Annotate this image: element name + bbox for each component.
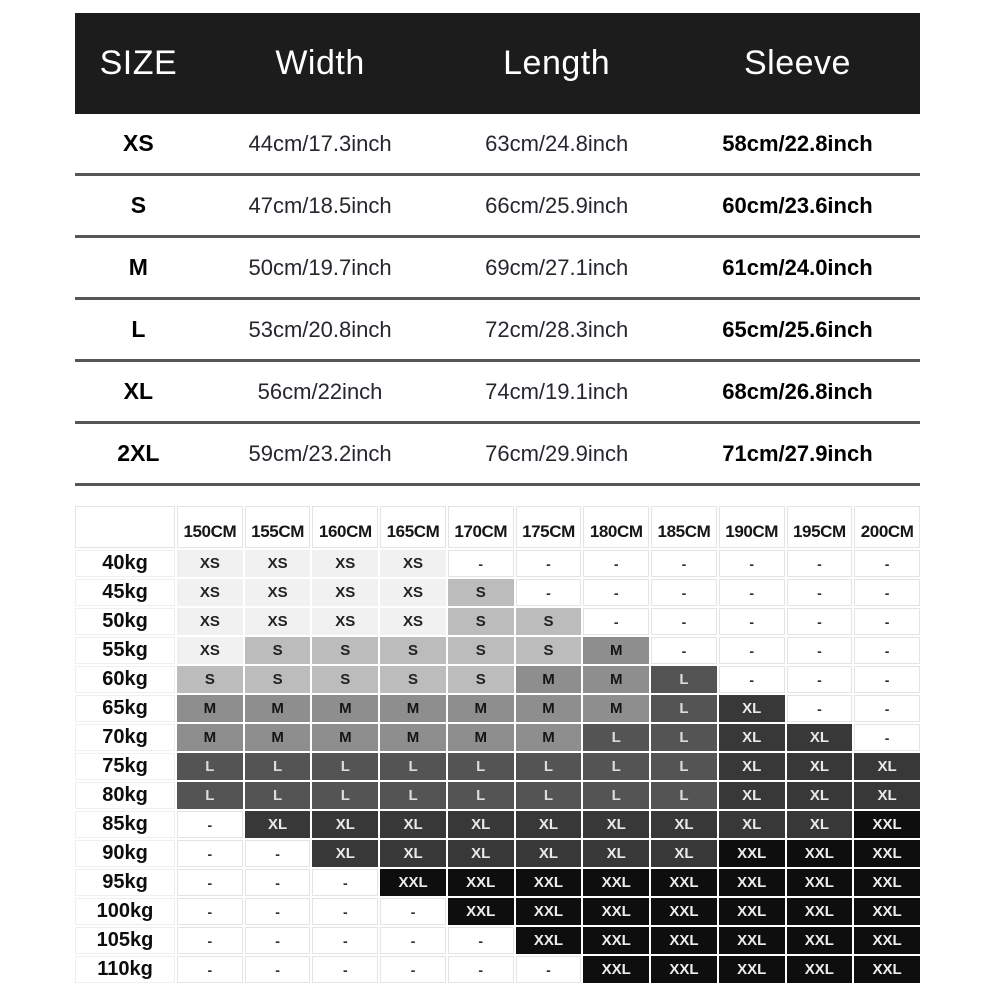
matrix-cell-size-XS: XS: [312, 550, 378, 577]
matrix-cell-size-XL: XL: [787, 811, 853, 838]
matrix-cell-size-S: S: [245, 637, 311, 664]
matrix-cell-size-XXL: XXL: [787, 840, 853, 867]
matrix-cell-empty: -: [380, 898, 446, 925]
matrix-cell-size-M: M: [245, 724, 311, 751]
matrix-cell-size-XS: XS: [177, 579, 243, 606]
matrix-cell-size-S: S: [448, 608, 514, 635]
column-header-sleeve: Sleeve: [743, 44, 851, 82]
matrix-cell-empty: -: [583, 608, 649, 635]
weight-row-label: 95kg: [75, 869, 175, 896]
size-table-body: [75, 114, 920, 486]
matrix-cell-size-M: M: [448, 724, 514, 751]
matrix-cell-empty: -: [854, 550, 920, 577]
size-row-size-value: XL: [123, 378, 154, 404]
height-column-header: 175CM: [516, 506, 582, 548]
column-header-size: SIZE: [99, 44, 178, 82]
weight-row-label: 60kg: [75, 666, 175, 693]
matrix-cell-size-XXL: XXL: [719, 956, 785, 983]
height-column-header: 155CM: [245, 506, 311, 548]
matrix-cell-size-XS: XS: [245, 579, 311, 606]
matrix-cell-size-XL: XL: [448, 811, 514, 838]
matrix-cell-empty: -: [854, 666, 920, 693]
size-row-S: [75, 176, 920, 238]
matrix-cell-size-L: L: [448, 782, 514, 809]
matrix-cell-empty: -: [719, 608, 785, 635]
matrix-cell-size-L: L: [380, 753, 446, 780]
matrix-cell-size-M: M: [380, 695, 446, 722]
matrix-cell-empty: -: [651, 637, 717, 664]
matrix-cell-size-XS: XS: [380, 579, 446, 606]
size-row-sleeve-value: 58cm/22.8inch: [722, 130, 873, 156]
matrix-cell-size-XXL: XXL: [651, 956, 717, 983]
matrix-cell-empty: -: [177, 811, 243, 838]
matrix-cell-empty: -: [380, 956, 446, 983]
matrix-cell-size-S: S: [380, 666, 446, 693]
weight-row-label: 80kg: [75, 782, 175, 809]
matrix-cell-size-M: M: [516, 724, 582, 751]
matrix-cell-size-XXL: XXL: [448, 898, 514, 925]
matrix-cell-size-XS: XS: [380, 550, 446, 577]
size-row-L: [75, 300, 920, 362]
matrix-cell-size-L: L: [177, 782, 243, 809]
matrix-cell-empty: -: [854, 579, 920, 606]
matrix-cell-size-XXL: XXL: [787, 869, 853, 896]
matrix-cell-size-XXL: XXL: [651, 898, 717, 925]
matrix-cell-empty: -: [854, 695, 920, 722]
matrix-cell-empty: -: [787, 550, 853, 577]
weight-row-label: 40kg: [75, 550, 175, 577]
matrix-cell-empty: -: [651, 579, 717, 606]
matrix-cell-size-M: M: [448, 695, 514, 722]
matrix-cell-size-XXL: XXL: [516, 927, 582, 954]
matrix-cell-empty: -: [854, 724, 920, 751]
height-column-header: 150CM: [177, 506, 243, 548]
matrix-cell-size-S: S: [177, 666, 243, 693]
matrix-cell-size-XS: XS: [245, 550, 311, 577]
matrix-cell-size-L: L: [245, 782, 311, 809]
matrix-cell-size-XS: XS: [177, 637, 243, 664]
weight-row-label: 75kg: [75, 753, 175, 780]
matrix-cell-size-M: M: [583, 666, 649, 693]
height-column-header: 200CM: [854, 506, 920, 548]
matrix-cell-empty: -: [516, 579, 582, 606]
height-column-header: 165CM: [380, 506, 446, 548]
matrix-cell-size-M: M: [516, 666, 582, 693]
matrix-cell-empty: -: [719, 666, 785, 693]
size-row-length-value: 72cm/28.3inch: [485, 316, 629, 342]
size-row-size-value: XS: [123, 130, 154, 156]
matrix-cell-empty: -: [854, 608, 920, 635]
matrix-cell-size-XXL: XXL: [854, 956, 920, 983]
matrix-cell-size-L: L: [380, 782, 446, 809]
size-row-XS: [75, 114, 920, 176]
matrix-cell-empty: -: [516, 956, 582, 983]
matrix-cell-size-L: L: [583, 753, 649, 780]
matrix-cell-empty: -: [787, 637, 853, 664]
matrix-cell-size-XXL: XXL: [854, 811, 920, 838]
height-column-header: 195CM: [787, 506, 853, 548]
weight-row-label: 105kg: [75, 927, 175, 954]
matrix-cell-empty: -: [177, 898, 243, 925]
size-row-size-value: S: [130, 192, 147, 218]
matrix-cell-size-XXL: XXL: [854, 840, 920, 867]
matrix-cell-size-XL: XL: [448, 840, 514, 867]
matrix-cell-empty: -: [177, 840, 243, 867]
matrix-cell-size-XXL: XXL: [719, 869, 785, 896]
matrix-cell-empty: -: [177, 869, 243, 896]
matrix-cell-empty: -: [651, 608, 717, 635]
matrix-cell-size-L: L: [651, 666, 717, 693]
size-row-length-value: 74cm/19.1inch: [485, 378, 629, 404]
matrix-cell-empty: -: [177, 927, 243, 954]
matrix-cell-size-L: L: [651, 782, 717, 809]
weight-row-label: 100kg: [75, 898, 175, 925]
column-header-length: Length: [503, 44, 611, 82]
matrix-cell-empty: -: [448, 550, 514, 577]
matrix-cell-size-S: S: [312, 637, 378, 664]
matrix-cell-size-XXL: XXL: [787, 956, 853, 983]
matrix-cell-empty: -: [448, 956, 514, 983]
size-row-size-value: L: [131, 316, 146, 342]
size-row-length-value: 66cm/25.9inch: [485, 192, 629, 218]
matrix-cell-size-XXL: XXL: [719, 840, 785, 867]
size-row-width-value: 56cm/22inch: [257, 378, 383, 404]
size-row-sleeve-value: 65cm/25.6inch: [722, 316, 873, 342]
matrix-cell-empty: -: [312, 869, 378, 896]
matrix-cell-size-XXL: XXL: [854, 898, 920, 925]
matrix-cell-size-XS: XS: [312, 579, 378, 606]
matrix-cell-size-L: L: [583, 724, 649, 751]
matrix-cell-size-XXL: XXL: [583, 927, 649, 954]
matrix-cell-size-XL: XL: [380, 840, 446, 867]
size-row-sleeve-value: 61cm/24.0inch: [722, 254, 873, 280]
size-row-length-value: 76cm/29.9inch: [485, 440, 629, 466]
matrix-cell-empty: -: [312, 956, 378, 983]
matrix-cell-size-XXL: XXL: [719, 927, 785, 954]
matrix-cell-size-XXL: XXL: [516, 898, 582, 925]
matrix-cell-size-M: M: [312, 695, 378, 722]
matrix-cell-size-XL: XL: [719, 753, 785, 780]
matrix-cell-size-M: M: [583, 695, 649, 722]
matrix-cell-size-XXL: XXL: [854, 927, 920, 954]
matrix-cell-empty: -: [787, 608, 853, 635]
matrix-cell-empty: -: [245, 869, 311, 896]
matrix-cell-size-XL: XL: [787, 724, 853, 751]
matrix-cell-size-XXL: XXL: [583, 869, 649, 896]
matrix-cell-empty: -: [516, 550, 582, 577]
matrix-cell-size-XXL: XXL: [651, 869, 717, 896]
size-row-width-value: 53cm/20.8inch: [248, 316, 392, 342]
garment-size-table: [75, 13, 920, 486]
matrix-cell-size-M: M: [245, 695, 311, 722]
matrix-cell-size-XL: XL: [787, 753, 853, 780]
matrix-cell-empty: -: [787, 695, 853, 722]
matrix-cell-empty: -: [245, 840, 311, 867]
size-row-length-value: 69cm/27.1inch: [485, 254, 629, 280]
matrix-cell-size-M: M: [177, 724, 243, 751]
matrix-cell-size-XL: XL: [312, 811, 378, 838]
weight-row-label: 50kg: [75, 608, 175, 635]
weight-row-label: 85kg: [75, 811, 175, 838]
matrix-cell-size-XL: XL: [787, 782, 853, 809]
matrix-cell-size-M: M: [380, 724, 446, 751]
weight-row-label: 90kg: [75, 840, 175, 867]
matrix-cell-size-XL: XL: [312, 840, 378, 867]
matrix-cell-size-XS: XS: [177, 550, 243, 577]
matrix-cell-size-L: L: [312, 753, 378, 780]
matrix-cell-size-S: S: [312, 666, 378, 693]
matrix-cell-size-L: L: [245, 753, 311, 780]
matrix-cell-size-S: S: [380, 637, 446, 664]
height-column-header: 185CM: [651, 506, 717, 548]
size-row-width-value: 50cm/19.7inch: [248, 254, 392, 280]
matrix-cell-size-XS: XS: [380, 608, 446, 635]
size-row-size-value: M: [128, 254, 148, 280]
matrix-cell-empty: -: [787, 666, 853, 693]
matrix-cell-size-XL: XL: [245, 811, 311, 838]
matrix-cell-size-XS: XS: [245, 608, 311, 635]
matrix-cell-size-S: S: [448, 579, 514, 606]
matrix-cell-size-XL: XL: [719, 695, 785, 722]
matrix-cell-size-XXL: XXL: [854, 869, 920, 896]
matrix-cell-size-L: L: [651, 695, 717, 722]
matrix-cell-empty: -: [583, 550, 649, 577]
size-row-XL: [75, 362, 920, 424]
matrix-cell-size-XXL: XXL: [787, 898, 853, 925]
matrix-cell-empty: -: [177, 956, 243, 983]
height-column-header: 160CM: [312, 506, 378, 548]
height-column-header: 190CM: [719, 506, 785, 548]
matrix-cell-size-L: L: [583, 782, 649, 809]
matrix-cell-size-XL: XL: [380, 811, 446, 838]
matrix-cell-empty: -: [245, 927, 311, 954]
matrix-cell-size-XL: XL: [583, 811, 649, 838]
matrix-cell-size-L: L: [312, 782, 378, 809]
weight-row-label: 55kg: [75, 637, 175, 664]
matrix-cell-size-L: L: [516, 782, 582, 809]
matrix-cell-size-XL: XL: [854, 753, 920, 780]
matrix-cell-empty: -: [312, 898, 378, 925]
matrix-cell-size-L: L: [651, 753, 717, 780]
matrix-cell-size-S: S: [448, 637, 514, 664]
matrix-cell-empty: -: [583, 579, 649, 606]
matrix-cell-size-XS: XS: [312, 608, 378, 635]
matrix-cell-size-XL: XL: [516, 811, 582, 838]
matrix-cell-size-XL: XL: [516, 840, 582, 867]
column-header-width: Width: [275, 44, 365, 82]
matrix-corner-cell: [75, 506, 175, 548]
matrix-cell-size-S: S: [448, 666, 514, 693]
matrix-cell-size-XL: XL: [651, 840, 717, 867]
size-row-length-value: 63cm/24.8inch: [485, 130, 629, 156]
matrix-cell-size-L: L: [651, 724, 717, 751]
weight-row-label: 65kg: [75, 695, 175, 722]
matrix-cell-size-M: M: [312, 724, 378, 751]
matrix-cell-empty: -: [719, 579, 785, 606]
height-column-header: 180CM: [583, 506, 649, 548]
matrix-cell-empty: -: [380, 927, 446, 954]
matrix-cell-size-S: S: [516, 637, 582, 664]
matrix-cell-size-XL: XL: [719, 811, 785, 838]
size-row-width-value: 59cm/23.2inch: [248, 440, 392, 466]
size-row-width-value: 44cm/17.3inch: [248, 130, 392, 156]
matrix-cell-size-XXL: XXL: [380, 869, 446, 896]
matrix-cell-size-XXL: XXL: [583, 956, 649, 983]
size-row-size-value: 2XL: [117, 440, 160, 466]
weight-row-label: 70kg: [75, 724, 175, 751]
matrix-cell-size-XL: XL: [719, 724, 785, 751]
fit-matrix-grid: [75, 506, 920, 983]
matrix-cell-size-XL: XL: [583, 840, 649, 867]
matrix-cell-size-L: L: [448, 753, 514, 780]
matrix-cell-size-XL: XL: [719, 782, 785, 809]
size-table-header-row: [75, 13, 920, 114]
matrix-cell-size-XL: XL: [854, 782, 920, 809]
size-row-M: [75, 238, 920, 300]
size-row-2XL: [75, 424, 920, 486]
matrix-cell-size-L: L: [516, 753, 582, 780]
matrix-cell-empty: -: [245, 898, 311, 925]
weight-row-label: 110kg: [75, 956, 175, 983]
matrix-cell-size-XXL: XXL: [787, 927, 853, 954]
weight-row-label: 45kg: [75, 579, 175, 606]
height-weight-fit-matrix: [75, 506, 920, 983]
matrix-cell-size-XXL: XXL: [719, 898, 785, 925]
matrix-cell-size-S: S: [245, 666, 311, 693]
matrix-cell-size-M: M: [516, 695, 582, 722]
matrix-cell-empty: -: [719, 637, 785, 664]
matrix-cell-empty: -: [245, 956, 311, 983]
matrix-cell-size-XL: XL: [651, 811, 717, 838]
size-row-sleeve-value: 60cm/23.6inch: [722, 192, 873, 218]
matrix-cell-empty: -: [651, 550, 717, 577]
matrix-cell-size-XS: XS: [177, 608, 243, 635]
matrix-cell-size-XXL: XXL: [651, 927, 717, 954]
height-column-header: 170CM: [448, 506, 514, 548]
matrix-cell-empty: -: [854, 637, 920, 664]
matrix-cell-size-L: L: [177, 753, 243, 780]
matrix-cell-size-XXL: XXL: [583, 898, 649, 925]
matrix-cell-empty: -: [312, 927, 378, 954]
matrix-cell-size-S: S: [516, 608, 582, 635]
size-row-sleeve-value: 71cm/27.9inch: [722, 440, 873, 466]
matrix-cell-empty: -: [787, 579, 853, 606]
matrix-cell-empty: -: [448, 927, 514, 954]
matrix-cell-size-XXL: XXL: [448, 869, 514, 896]
matrix-cell-size-M: M: [583, 637, 649, 664]
matrix-cell-size-XXL: XXL: [516, 869, 582, 896]
matrix-cell-size-M: M: [177, 695, 243, 722]
matrix-cell-empty: -: [719, 550, 785, 577]
size-row-sleeve-value: 68cm/26.8inch: [722, 378, 873, 404]
size-row-width-value: 47cm/18.5inch: [248, 192, 392, 218]
